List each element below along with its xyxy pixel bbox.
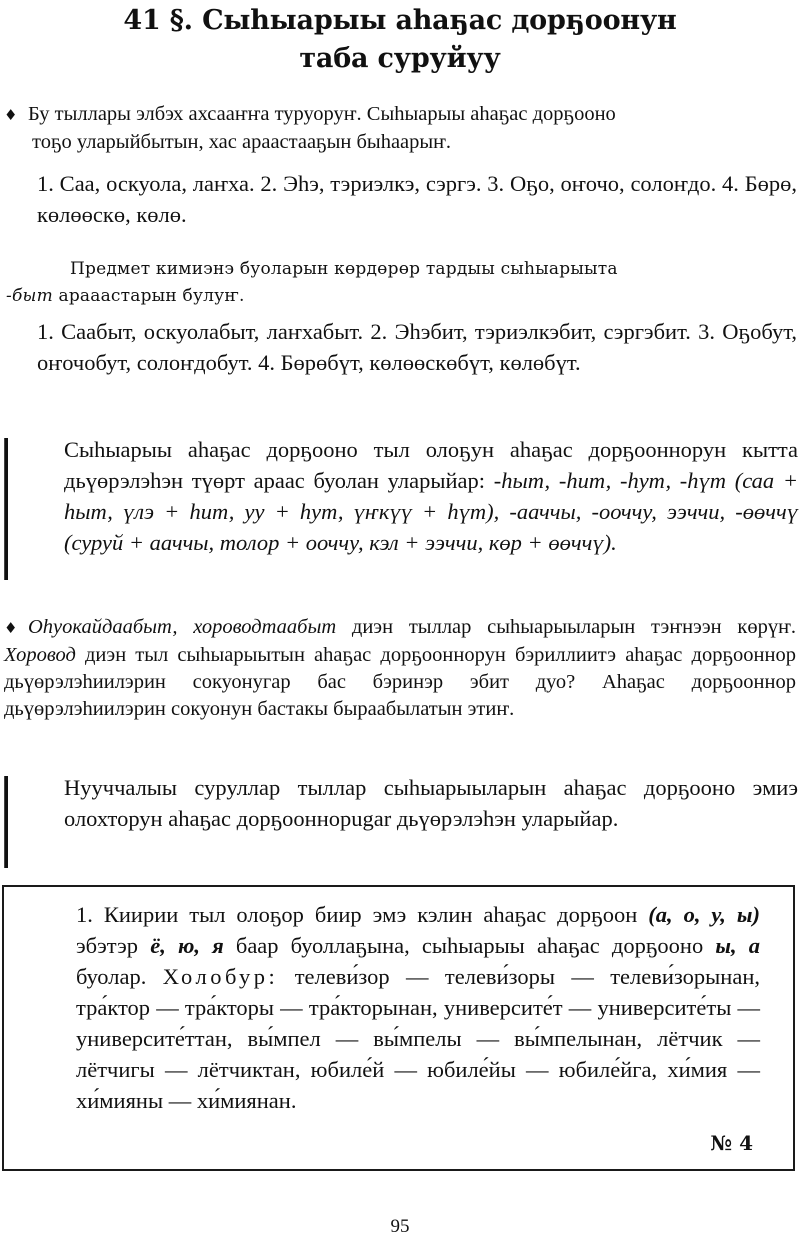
section-title-line-1: 41 §. Сыһыарыы аһаҕас дорҕоонун xyxy=(123,5,677,36)
framed-rule-text xyxy=(40,899,760,1116)
exercise-task-1 xyxy=(4,101,796,156)
framed-example-label: Холобур: xyxy=(162,964,279,989)
diamond-bullet-icon: ♦ xyxy=(4,619,18,637)
framed-bold-letters: ё, ю, я xyxy=(150,933,224,958)
diamond-bullet-icon: ♦ xyxy=(4,106,18,124)
framed-part-3: баар буоллаҕына, сыһыарыы аһаҕас дорҕооно xyxy=(223,933,716,958)
page-number: 95 xyxy=(390,1216,410,1237)
framed-part-1: 1. Киирии тыл олоҕор биир эмэ кэлин аһаҕас дорҕоон xyxy=(76,902,649,927)
framed-bold-vowels: (а, о, у, ы) xyxy=(648,902,760,927)
rule-1-italic: -hыт, -hит, -hут, -hүт (саа + hыт, үлэ + hит, уу + hут, үҥкүү + hүт), -ааччы, -ооччу, ээччи, -өөччү (суруй + ааччы, толор + ооччу, кэл + ээччи, көр + өөччү). xyxy=(64,468,799,555)
framed-part-4: буолар. xyxy=(76,964,163,989)
task-2-italic-word-2: Хоровод xyxy=(4,644,76,666)
framed-examples: телеви́зор — телеви́зоры — телеви́зорынан, тра́ктор — тра́кторы — тра́кторынан, университе́т — университе́ты — университе́ттан, вы́мпел — вы́мпелы — вы́мпелынан, лётчик — лётчигы — лётчиктан, юбиле́й — юбиле́йы — юбиле́йга, хи́мия — хи́мияны — хи́миянан. xyxy=(76,964,760,1113)
note-suffix: -быт xyxy=(6,286,53,306)
framed-rule-box xyxy=(2,885,795,1171)
rule-number: № 4 xyxy=(710,1131,753,1155)
note-line-1: Предмет кимиэнэ буоларын көрдөрөр тардыы сыһыарыыта xyxy=(70,259,618,279)
exercise-task-2 xyxy=(4,614,796,723)
task-2-text-1: диэн тыллар сыһыарыыларын тэҥнээн көрүҥ. xyxy=(336,616,797,638)
section-title xyxy=(0,2,800,78)
rule-1-text xyxy=(30,434,798,558)
example-2-text: 1. Саабыт, оскуолабыт, лаҥхабыт. 2. Эһэбит, тэриэлкэбит, сэргэбит. 3. Оҕобут, оҥочобут, солоҥдобут. 4. Бөрөбүт, көлөөскөбүт, көлөбүт. xyxy=(37,319,797,375)
rule-1-plain: Сыһыарыы аһаҕас дорҕооно тыл олоҕун аһаҕас дорҕооннорун кытта дьүөрэлэһэн түөрт араас буолан уларыйар: xyxy=(64,437,798,493)
exercise-example-1 xyxy=(3,168,797,230)
task-1-line-1: Бу тыллары элбэх ахсааҥҥа туруоруҥ. Сыһыарыы аһаҕас дорҕооно xyxy=(28,103,616,125)
example-1-text: 1. Саа, оскуола, лаҥха. 2. Эһэ, тэриэлкэ, сэргэ. 3. Оҕо, оҥочо, солоҥдо. 4. Бөрө, көлөөскө, көлө. xyxy=(37,171,797,227)
framed-part-2: эбэтэр xyxy=(76,933,151,958)
rule-2-text: Нууччалыы суруллар тыллар сыһыарыыларын аһаҕас дорҕооно эмиэ олохторун аһаҕас дорҕооннорugar дьүөрэлэһэн уларыйар. xyxy=(64,775,798,831)
exercise-note xyxy=(6,256,796,310)
rule-margin-bar xyxy=(4,776,8,868)
framed-bold-result: ы, а xyxy=(715,933,760,958)
task-1-line-2: тоҕо уларыйбытын, хас араастааҕын быһаарыҥ. xyxy=(32,131,452,153)
grammar-rule-2 xyxy=(0,776,800,868)
rule-margin-bar xyxy=(4,438,8,580)
note-line-2: арааастарын булуҥ. xyxy=(52,286,245,306)
section-title-line-2: таба суруйуу xyxy=(299,43,501,74)
exercise-example-2 xyxy=(3,316,797,378)
task-2-text-2: диэн тыл сыһыарыытын аһаҕас дорҕооннорун бэриллиитэ аһаҕас дорҕооннор дьүөрэлэһиилэрин сокуонугар бас бэринэр эбит дуо? Аһаҕас дорҕооннор дьүөрэлэһиилэрин сокуонун бастакы быраабылатын этиҥ. xyxy=(4,644,796,720)
task-2-italic-words: Оһуокайдаабыт, хороводтаабыт xyxy=(28,616,337,638)
grammar-rule-1 xyxy=(0,438,800,580)
